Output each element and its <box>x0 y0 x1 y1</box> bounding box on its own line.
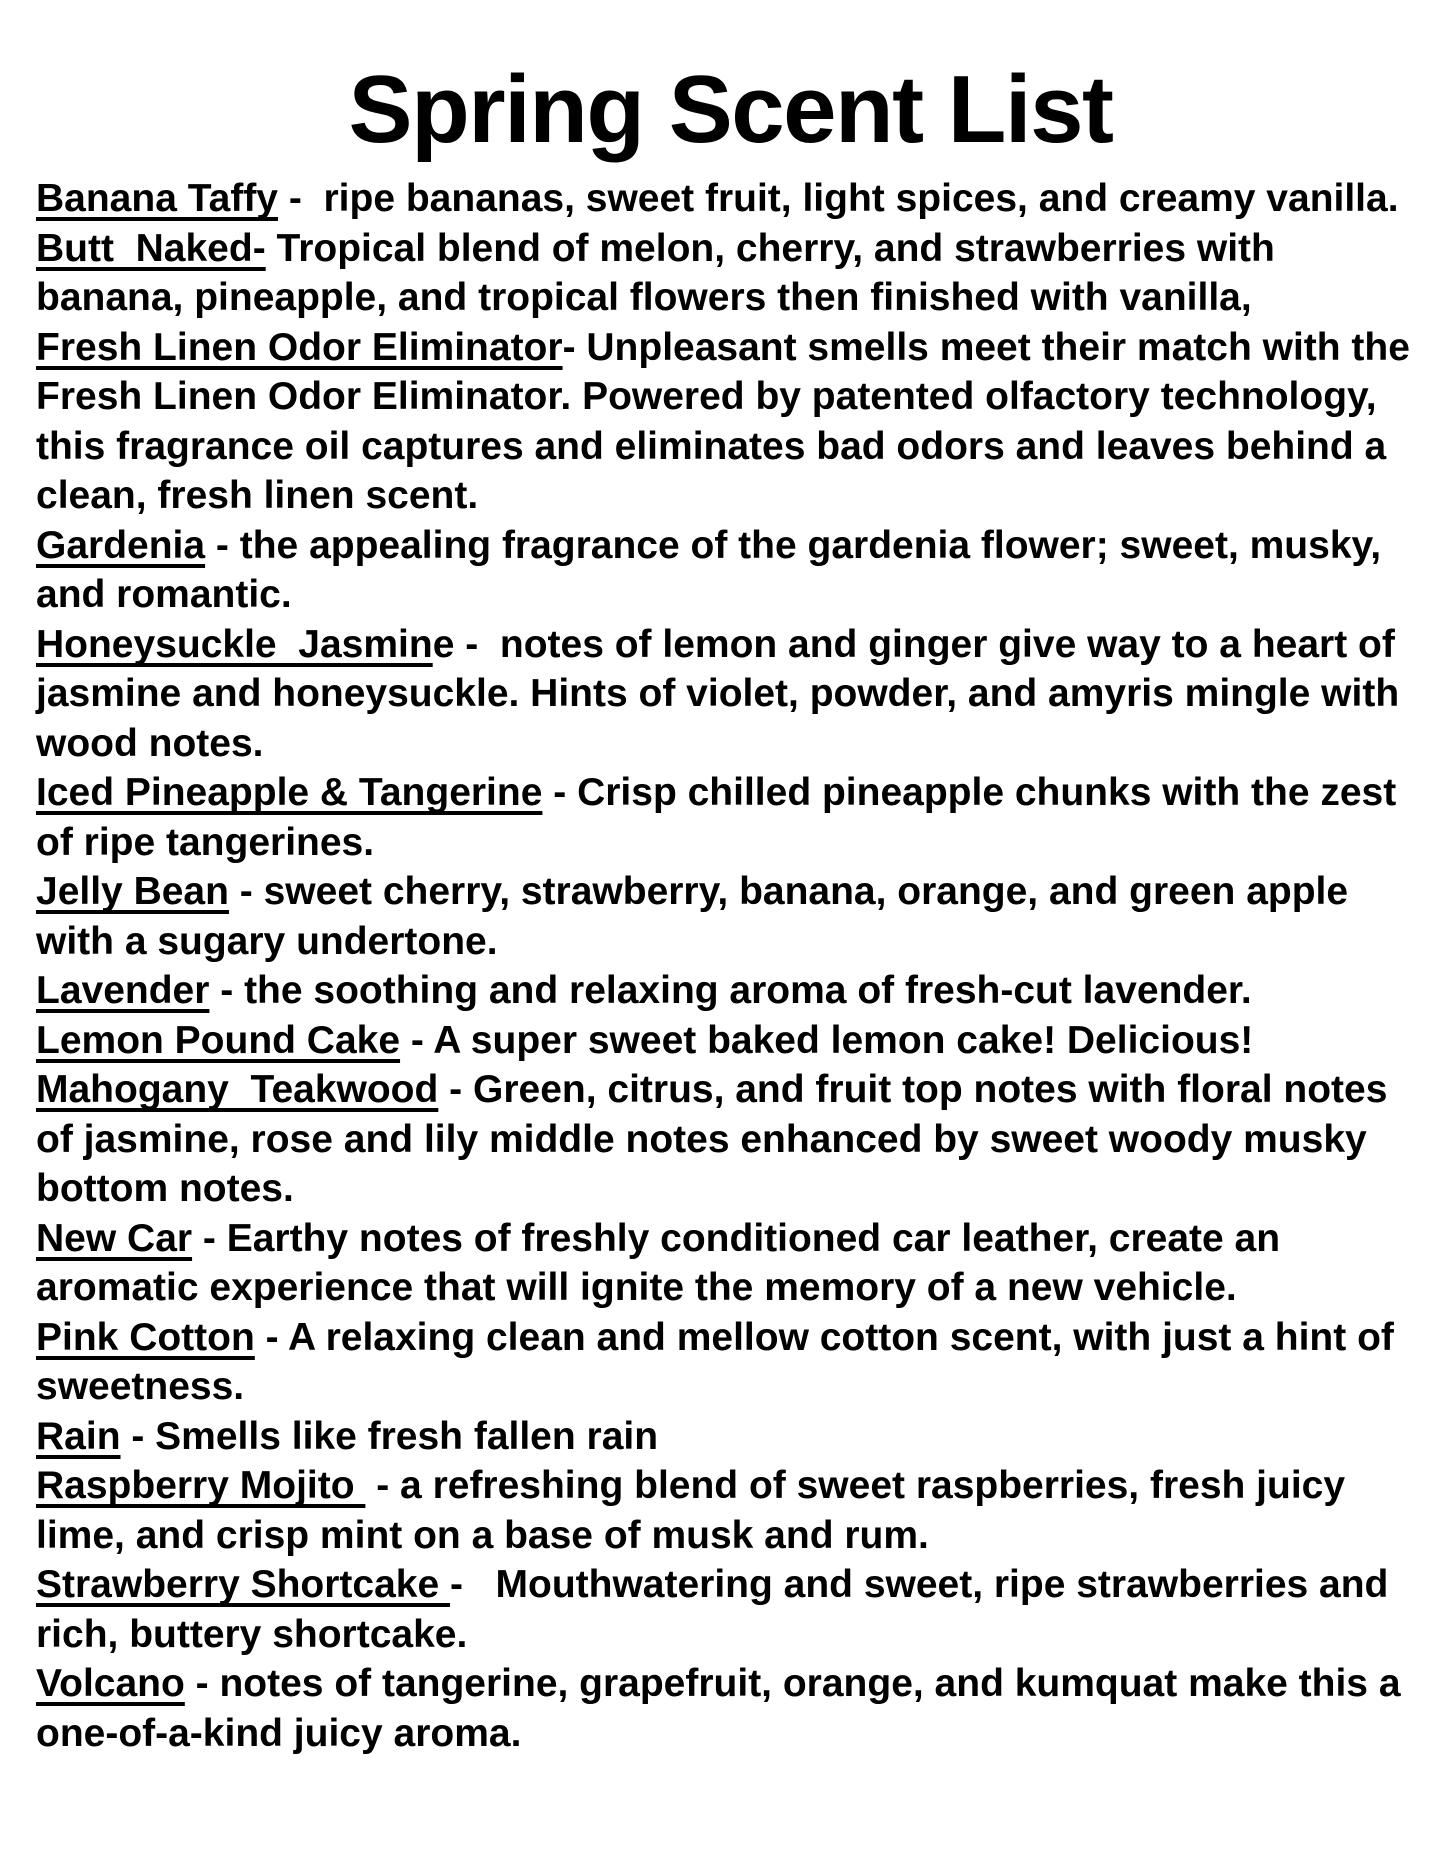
scent-name: Mahogany Teakwood <box>36 1068 439 1111</box>
scent-description: - Crisp chilled pineapple chunks with the zest of ripe tangerines. <box>36 771 1408 864</box>
scent-name: Honeysuckle Jasmin <box>36 622 433 666</box>
scent-name: Lemon Pound Cake <box>36 1018 401 1062</box>
scent-entry <box>36 1659 1425 1758</box>
scent-name: Rain <box>36 1414 121 1458</box>
scent-description: - A relaxing clean and mellow cotton scent, with just a hint of sweetness. <box>36 1315 1405 1408</box>
scent-entry <box>36 323 1425 521</box>
scent-entry <box>36 1313 1425 1412</box>
scent-entry <box>36 1461 1425 1560</box>
page-title: Spring Scent List <box>348 56 1113 163</box>
scent-name: Lavender <box>36 969 210 1012</box>
scent-entry <box>36 768 1425 867</box>
scent-description: Tropical blend of melon, cherry, and strawberries with banana, pineapple, and tropical flowers then finished with vanilla, <box>36 226 1286 319</box>
scent-name: Butt Naked- <box>36 226 266 270</box>
scent-entry <box>36 1016 1425 1066</box>
scent-entry <box>36 867 1425 966</box>
scent-name: Strawberry Shortcake <box>36 1563 451 1606</box>
scent-name: Fresh Linen Odor Eliminator <box>36 325 563 369</box>
scent-name: New Car <box>36 1216 193 1260</box>
scent-name: Volcano <box>36 1662 185 1705</box>
scent-entry <box>36 1214 1425 1313</box>
scent-entry <box>36 521 1425 620</box>
scent-name: Iced Pineapple & Tangerine <box>36 771 543 814</box>
scent-description: - notes of tangerine, grapefruit, orange, and kumquat make this a one-of-a-kind juicy aroma. <box>36 1662 1412 1755</box>
scent-description: - Green, citrus, and fruit top notes with floral notes of jasmine, rose and lily middle notes enhanced by sweet woody musky bottom notes. <box>36 1068 1399 1210</box>
scent-description: - sweet cherry, strawberry, banana, orange, and green apple with a sugary undertone. <box>36 870 1359 963</box>
scent-description: - Smells like fresh fallen rain <box>120 1414 659 1458</box>
scent-name: Jelly Bean <box>36 870 229 913</box>
scent-description: - Earthy notes of freshly conditioned car leather, create an aromatic experience that will ignite the memory of a new vehicle. <box>36 1216 1291 1309</box>
scent-entry <box>36 1412 1425 1462</box>
scent-description: - a refreshing blend of sweet raspberries, fresh juicy lime, and crisp mint on a base of musk and rum. <box>36 1464 1356 1557</box>
scent-entry <box>36 1560 1425 1659</box>
scent-name: Gardenia <box>36 523 206 567</box>
scent-description: - the appealing fragrance of the gardenia flower; sweet, musky, and romantic. <box>36 523 1392 616</box>
scent-entry <box>36 174 1425 224</box>
scent-entry <box>36 966 1425 1016</box>
scent-description: - ripe bananas, sweet fruit, light spices, and creamy vanilla. <box>278 177 1399 220</box>
scent-description: - Mouthwatering and sweet, ripe strawberries and rich, buttery shortcake. <box>36 1563 1400 1656</box>
scent-description: - the soothing and relaxing aroma of fresh-cut lavender. <box>209 969 1252 1012</box>
scent-name: Banana Taffy <box>36 177 278 220</box>
scent-list <box>36 174 1425 1758</box>
scent-entry <box>36 1065 1425 1214</box>
scent-name: Raspberry Mojito <box>36 1464 366 1507</box>
scent-description: e - notes of lemon and ginger give way to a heart of jasmine and honeysuckle. Hints of violet, powder, and amyris mingle with wood notes. <box>36 622 1410 765</box>
scent-description: - Unpleasant smells meet their match with the Fresh Linen Odor Eliminator. Powered by patented olfactory technology, this fragrance oil captures and eliminates bad odors and leaves behind a clean, fresh linen scent. <box>36 325 1421 517</box>
scent-entry <box>36 224 1425 323</box>
scent-description: - A super sweet baked lemon cake! Delicious! <box>400 1018 1254 1062</box>
scent-entry <box>36 620 1425 769</box>
scent-name: Pink Cotton <box>36 1315 255 1359</box>
